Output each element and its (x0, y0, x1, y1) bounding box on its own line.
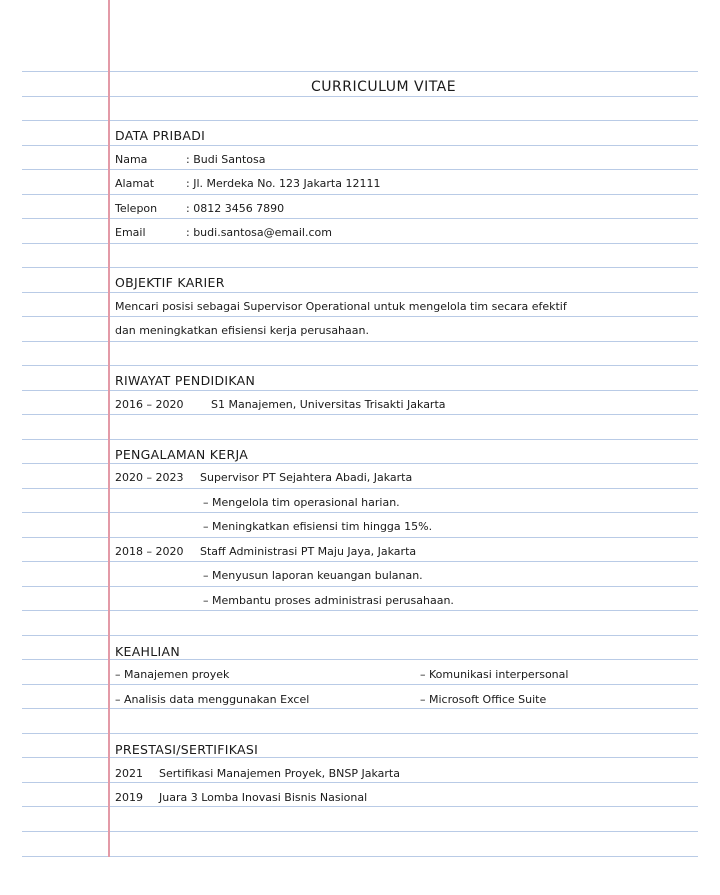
rule-line (22, 782, 698, 783)
personal-value-address: : Jl. Merdeka No. 123 Jakarta 12111 (186, 177, 381, 190)
rule-line (22, 365, 698, 366)
skill-item: – Komunikasi interpersonal (420, 668, 569, 681)
rule-line (22, 488, 698, 489)
job-bullet: – Menyusun laporan keuangan bulanan. (203, 569, 423, 582)
rule-line (22, 831, 698, 832)
job-role: Staff Administrasi PT Maju Jaya, Jakarta (200, 545, 417, 558)
personal-label-address: Alamat (115, 177, 155, 190)
rule-line (22, 512, 698, 513)
section-heading-objective: OBJEKTIF KARIER (115, 275, 225, 290)
rule-line (22, 96, 698, 97)
job-period: 2018 – 2020 (115, 545, 184, 558)
rule-line (22, 169, 698, 170)
rule-line (22, 390, 698, 391)
rule-line (22, 341, 698, 342)
rule-line (22, 708, 698, 709)
section-heading-education: RIWAYAT PENDIDIKAN (115, 373, 256, 388)
rule-line (22, 757, 698, 758)
rule-line (22, 635, 698, 636)
page-title: CURRICULUM VITAE (311, 79, 457, 95)
education-period: 2016 – 2020 (115, 398, 184, 411)
personal-label-phone: Telepon (115, 202, 158, 215)
rule-line (22, 561, 698, 562)
section-heading-skills: KEAHLIAN (115, 644, 180, 659)
rule-line (22, 194, 698, 195)
rule-line (22, 586, 698, 587)
skill-item: – Analisis data menggunakan Excel (115, 693, 310, 706)
objective-line: Mencari posisi sebagai Supervisor Operational untuk mengelola tim secara efektif (115, 300, 567, 313)
rule-line (22, 218, 698, 219)
rule-line (22, 806, 698, 807)
rule-line (22, 71, 698, 72)
personal-value-phone: : 0812 3456 7890 (186, 202, 285, 215)
personal-label-name: Nama (115, 153, 148, 166)
achievement-desc: Juara 3 Lomba Inovasi Bisnis Nasional (159, 791, 368, 804)
education-desc: S1 Manajemen, Universitas Trisakti Jakarta (211, 398, 446, 411)
job-period: 2020 – 2023 (115, 471, 184, 484)
objective-line: dan meningkatkan efisiensi kerja perusahaan. (115, 324, 369, 337)
rule-line (22, 267, 698, 268)
personal-value-name: : Budi Santosa (186, 153, 266, 166)
rule-line (22, 610, 698, 611)
job-bullet: – Meningkatkan efisiensi tim hingga 15%. (203, 520, 433, 533)
section-heading-experience: PENGALAMAN KERJA (115, 447, 249, 462)
rule-line (22, 856, 698, 857)
skill-item: – Microsoft Office Suite (420, 693, 547, 706)
rule-line (22, 439, 698, 440)
rule-line (22, 684, 698, 685)
rule-line (22, 537, 698, 538)
section-heading-achievements: PRESTASI/SERTIFIKASI (115, 742, 259, 757)
job-bullet: – Mengelola tim operasional harian. (203, 496, 400, 509)
rule-line (22, 733, 698, 734)
personal-label-email: Email (115, 226, 146, 239)
achievement-year: 2019 (115, 791, 143, 804)
job-bullet: – Membantu proses administrasi perusahaan. (203, 594, 454, 607)
skill-item: – Manajemen proyek (115, 668, 230, 681)
rule-line (22, 120, 698, 121)
rule-line (22, 659, 698, 660)
rule-line (22, 316, 698, 317)
personal-value-email: : budi.santosa@email.com (186, 226, 332, 239)
achievement-desc: Sertifikasi Manajemen Proyek, BNSP Jakarta (159, 767, 400, 780)
rule-line (22, 145, 698, 146)
rule-line (22, 292, 698, 293)
rule-line (22, 243, 698, 244)
section-heading-personal: DATA PRIBADI (115, 128, 206, 143)
achievement-year: 2021 (115, 767, 143, 780)
rule-line (22, 463, 698, 464)
margin-line (108, 0, 110, 857)
job-role: Supervisor PT Sejahtera Abadi, Jakarta (200, 471, 413, 484)
rule-line (22, 414, 698, 415)
